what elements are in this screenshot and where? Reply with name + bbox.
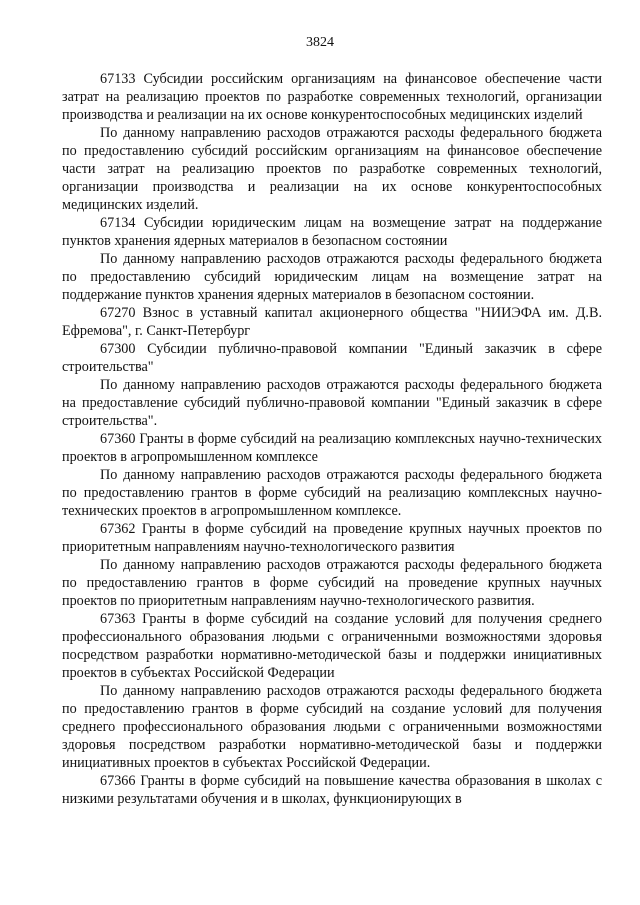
document-body xyxy=(62,70,602,808)
paragraph-67366-heading: 67366 Гранты в форме субсидий на повышение качества образования в школах с низкими результатами обучения и в школах, функционирующих в xyxy=(62,773,602,807)
paragraph-67300-description: По данному направлению расходов отражаются расходы федерального бюджета на предоставление субсидий публично-правовой компании "Единый заказчик в сфере строительства". xyxy=(62,377,602,429)
paragraph-67300-heading: 67300 Субсидии публично-правовой компании "Единый заказчик в сфере строительства" xyxy=(62,341,602,375)
paragraph-67363-heading: 67363 Гранты в форме субсидий на создание условий для получения среднего профессионального образования людьми с ограниченными возможностями здоровья посредством разработки нормативно-методической базы и поддержки инициативных проектов в субъектах Российской Федерации xyxy=(62,611,602,681)
paragraph-67363-description: По данному направлению расходов отражаются расходы федерального бюджета по предоставлению грантов в форме субсидий на создание условий для получения среднего профессионального образования людьми с ограниченными возможностями здоровья посредством разработки нормативно-методической базы и поддержки инициативных проектов в субъектах Российской Федерации. xyxy=(62,683,602,771)
paragraph-67134-heading: 67134 Субсидии юридическим лицам на возмещение затрат на поддержание пунктов хранения ядерных материалов в безопасном состоянии xyxy=(62,215,602,249)
paragraph-67133-heading: 67133 Субсидии российским организациям на финансовое обеспечение части затрат на реализацию проектов по разработке современных технологий, организации производства и реализации на их основе конкурентоспособных медицинских изделий xyxy=(62,71,602,123)
paragraph-67133-description: По данному направлению расходов отражаются расходы федерального бюджета по предоставлению субсидий российским организациям на финансовое обеспечение части затрат на реализацию проектов по разработке современных технологий, организации производства и реализации на их основе конкурентоспособных медицинских изделий. xyxy=(62,125,602,213)
paragraph-67134-description: По данному направлению расходов отражаются расходы федерального бюджета по предоставлению субсидий юридическим лицам на возмещение затрат на поддержание пунктов хранения ядерных материалов в безопасном состоянии. xyxy=(62,251,602,303)
paragraph-67270-heading: 67270 Взнос в уставный капитал акционерного общества "НИИЭФА им. Д.В. Ефремова", г. Санкт-Петербург xyxy=(62,305,602,339)
paragraph-67362-heading: 67362 Гранты в форме субсидий на проведение крупных научных проектов по приоритетным направлениям научно-технологического развития xyxy=(62,521,602,555)
paragraph-67360-description: По данному направлению расходов отражаются расходы федерального бюджета по предоставлению грантов в форме субсидий на реализацию комплексных научно-технических проектов в агропромышленном комплексе. xyxy=(62,467,602,519)
paragraph-67362-description: По данному направлению расходов отражаются расходы федерального бюджета по предоставлению грантов в форме субсидий на проведение крупных научных проектов по приоритетным направлениям научно-технологического развития. xyxy=(62,557,602,609)
paragraph-67360-heading: 67360 Гранты в форме субсидий на реализацию комплексных научно-технических проектов в агропромышленном комплексе xyxy=(62,431,602,465)
page-number: 3824 xyxy=(306,35,334,50)
